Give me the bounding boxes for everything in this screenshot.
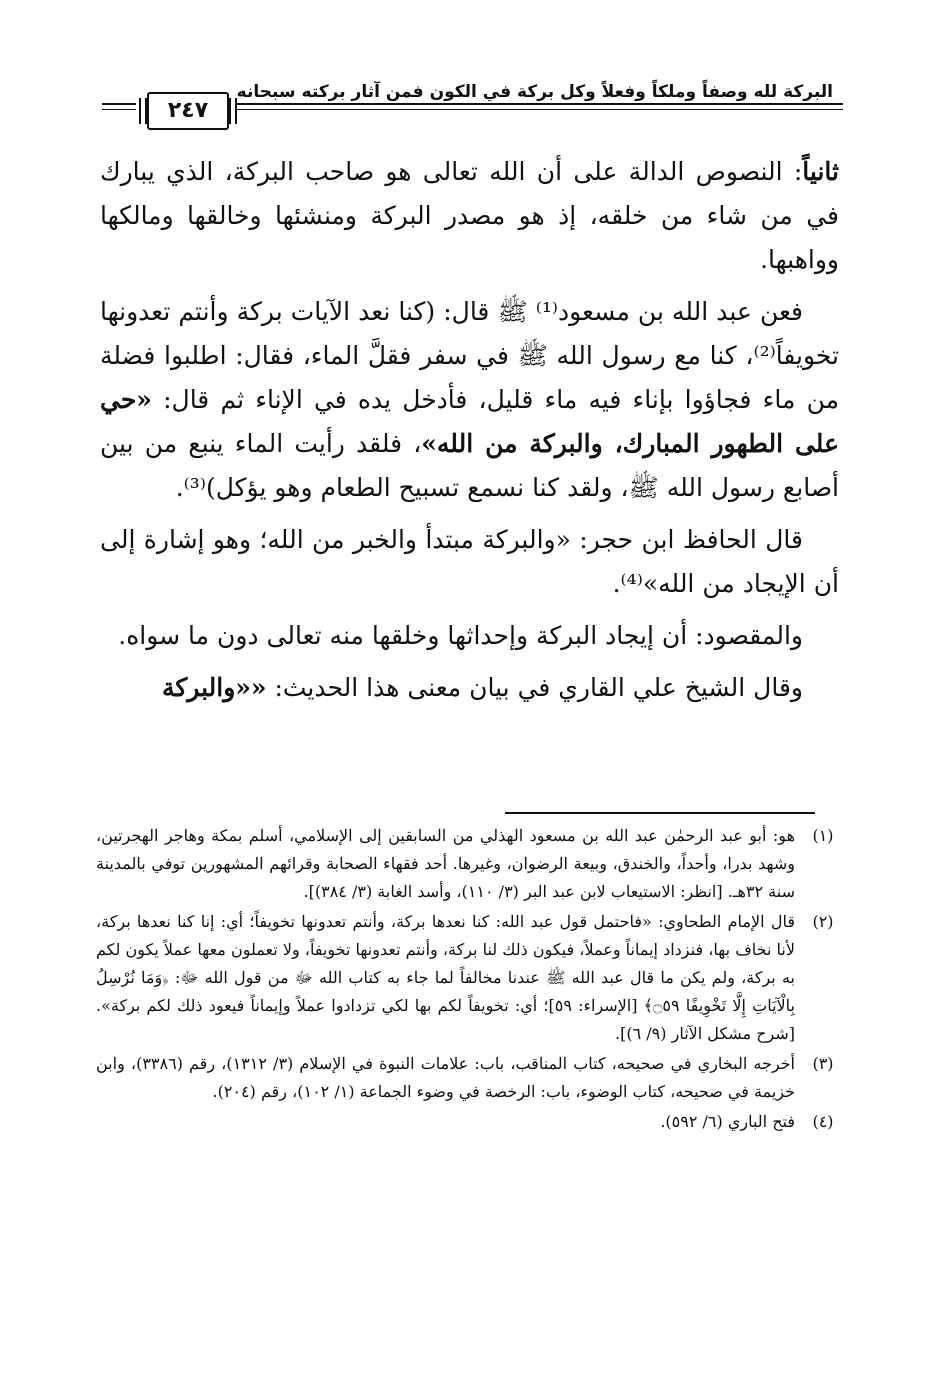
footnote-text: هو: أبو عبد الرحمٰن عبد الله بن مسعود الهذلي من السابقين إلى الإسلامي، أسلم بمكة وهاجر الهجرتين، وشهد بدرا، وأحداً، والخندق، وبيعة الرضوان، وغيرها. أحد فقهاء الصحابة وقرائهم المشهورين توفي بالمدينة سنة ٣٢هـ. [انظر: الاستيعاب لابن عبد البر (٣/ ١١٠)، وأسد الغابة (٣/ ٣٨٤)]. — [96, 826, 795, 901]
footnotes — [96, 822, 843, 1138]
paragraph-2-text-a: فعن عبد الله بن مسعود⁽¹⁾ ﷺ قال: (كنا نعد الآيات بركة وأنتم تعدونها تخويفاً⁽²⁾، كنا مع رسول الله ﷺ في سفر فقلَّ الماء، فقال: اطلبوا فضلة من ماء فجاؤوا بإناء فيه ماء قليل، فأدخل يده في الإناء ثم قال: — [100, 297, 839, 414]
paragraph-1 — [100, 150, 839, 282]
hadith-quote: «حي على الطهور المبارك، والبركة من الله» — [100, 385, 839, 458]
footnote-number: (٤) — [812, 1112, 834, 1131]
paragraph-3: قال الحافظ ابن حجر: «والبركة مبتدأ والخبر من الله؛ وهو إشارة إلى أن الإيجاد من الله»⁽⁴⁾. — [100, 525, 839, 598]
header-rule-right-bottom — [236, 109, 843, 110]
footnote-text: أخرجه البخاري في صحيحه، كتاب المناقب، باب: علامات النبوة في الإسلام (٣/ ١٣١٢)، رقم (٣٣٨٦)، وابن خزيمة في صحيحه، كتاب الوضوء، باب: الرخصة في وضوء الجماعة (١/ ١٠٢)، رقم (٢٠٤). — [96, 1054, 796, 1101]
main-text — [100, 150, 839, 718]
paragraph-5 — [100, 666, 839, 710]
page-number: ٢٤٧ — [147, 92, 229, 130]
paragraph-5-bold: ««والبركة — [161, 673, 267, 702]
footnote-4 — [96, 1108, 843, 1136]
paragraph-1-text: : النصوص الدالة على أن الله تعالى هو صاحب البركة، الذي يبارك في من شاء من خلقه، إذ هو مصدر البركة ومنشئها وخالقها ومالكها وواهبها. — [100, 157, 839, 274]
running-title: البركة لله وصفاً وملكاً وفعلاً وكل بركة في الكون فمن آثار بركته سبحانه — [236, 82, 833, 102]
footnote-text: قال الإمام الطحاوي: «فاحتمل قول عبد الله: كنا نعدها بركة، وأنتم تعدونها تخويفاً؛ أي: إنا كنا نعدها بركة، لأنا نخاف بها، فنزداد إيماناً وعملاً، فيكون ذلك لنا بركة، وأنتم تعدونها تخويفاً، ولا تعملون معها عملاً يكون لكم به بركة، ولم يكن ما قال عبد الله ﷺ عندنا مخالفاً لما جاء به كتاب الله ﷻ من قول الله ﷻ: ﴿وَمَا نُرْسِلُ بِالْآيَاتِ إِلَّا تَخْوِيفًا ۝٥٩﴾ [الإسراء: ٥٩]؛ أي: تخويفاً لكم بها لكي تزدادوا عملاً وإيماناً فيعود ذلك لكم بركة». [شرح مشكل الآثار (٩/ ٦)]. — [96, 912, 796, 1043]
footnote-separator — [505, 812, 815, 814]
paragraph-2 — [100, 290, 839, 510]
header-rule-left-top — [102, 103, 136, 105]
footnote-text: فتح الباري (٦/ ٥٩٢). — [660, 1112, 795, 1131]
paragraph-5-text: وقال الشيخ علي القاري في بيان معنى هذا الحديث: — [266, 673, 803, 702]
footnote-2 — [96, 908, 843, 1048]
footnote-3 — [96, 1050, 843, 1106]
footnote-1 — [96, 822, 843, 906]
footnote-number: (٣) — [812, 1054, 834, 1073]
header-rule-left-bottom — [102, 109, 136, 110]
header-rule-right-top — [236, 103, 843, 105]
footnote-number: (٢) — [812, 912, 834, 931]
paragraph-2-text-b: ، فلقد رأيت الماء ينبع من بين أصابع رسول الله ﷺ، ولقد كنا نسمع تسبيح الطعام وهو يؤكل)⁽³⁾. — [100, 429, 839, 502]
paragraph-1-lead: ثانياً — [802, 157, 839, 186]
footnote-number: (١) — [812, 826, 834, 845]
paragraph-4: والمقصود: أن إيجاد البركة وإحداثها وخلقها منه تعالى دون ما سواه. — [118, 621, 803, 650]
